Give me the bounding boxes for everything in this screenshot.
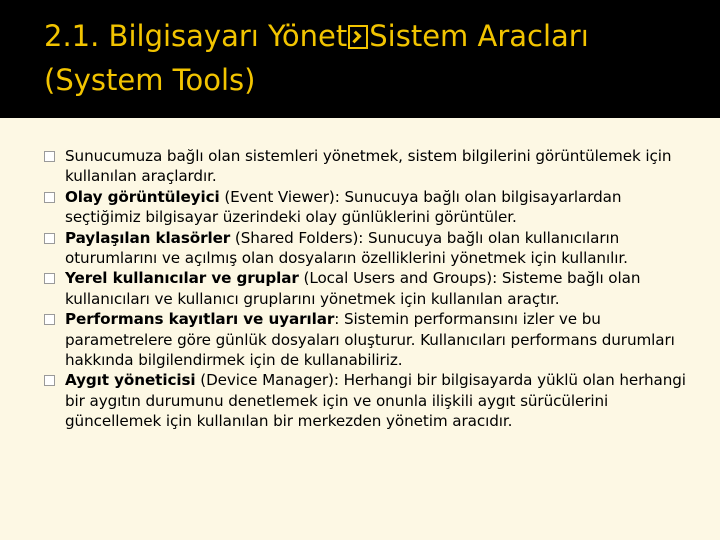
bullet-term: Paylaşılan klasörler bbox=[65, 228, 231, 247]
list-item bbox=[44, 228, 694, 269]
bullet-text: Sunucumuza bağlı olan sistemleri yönetmek, sistem bilgilerini görüntülemek için kullanılan araçlardır. bbox=[65, 147, 672, 186]
slide-title-part1: 2.1. Bilgisayarı Yönet bbox=[44, 19, 348, 53]
title-bar bbox=[0, 0, 720, 118]
list-item bbox=[44, 146, 694, 187]
bullet-list bbox=[44, 146, 694, 432]
slide-title bbox=[44, 14, 684, 102]
bullet-box-icon bbox=[44, 314, 55, 325]
bullet-box-icon bbox=[44, 273, 55, 284]
bullet-term: Yerel kullanıcılar ve gruplar bbox=[65, 269, 299, 288]
bullet-box-icon bbox=[44, 192, 55, 203]
missing-glyph-icon bbox=[348, 25, 368, 49]
list-item bbox=[44, 309, 694, 370]
bullet-box-icon bbox=[44, 151, 55, 162]
bullet-text: (Local Users and Groups): Sisteme bağlı olan kullanıcıları ve kullanıcı gruplarını yönetmek için kullanılan araçtır. bbox=[65, 269, 641, 308]
bullet-term: Olay görüntüleyici bbox=[65, 187, 220, 206]
bullet-box-icon bbox=[44, 375, 55, 386]
bullet-box-icon bbox=[44, 233, 55, 244]
list-item bbox=[44, 268, 694, 309]
list-item bbox=[44, 370, 694, 431]
bullet-text: (Device Manager): Herhangi bir bilgisayarda yüklü olan herhangi bir aygıtın durumunu denetlemek için ve onunla ilişkili aygıt sürücülerini güncellemek için kullanılan bir merkezden yönetim aracıdır. bbox=[65, 371, 686, 431]
bullet-text: (Shared Folders): Sunucuya bağlı olan kullanıcıların oturumlarını ve açılmış olan dosyaların özelliklerini yönetmek için kullanılır. bbox=[65, 228, 628, 268]
bullet-text: : Sistemin performansını izler ve bu parametrelere göre günlük dosyaları oluşturur. Kullanıcıları performans durumları hakkında bilgilendirmek için de kullanabiliriz. bbox=[65, 310, 675, 370]
slide-title-part2: Sistem Aracları (System Tools) bbox=[44, 19, 589, 97]
bullet-term: Aygıt yöneticisi bbox=[65, 371, 196, 390]
bullet-text: (Event Viewer): Sunucuya bağlı olan bilgisayarlardan seçtiğimiz bilgisayar üzerindeki olay günlüklerini görüntüler. bbox=[65, 187, 622, 227]
list-item bbox=[44, 187, 694, 228]
bullet-term: Performans kayıtları ve uyarılar bbox=[65, 310, 335, 329]
